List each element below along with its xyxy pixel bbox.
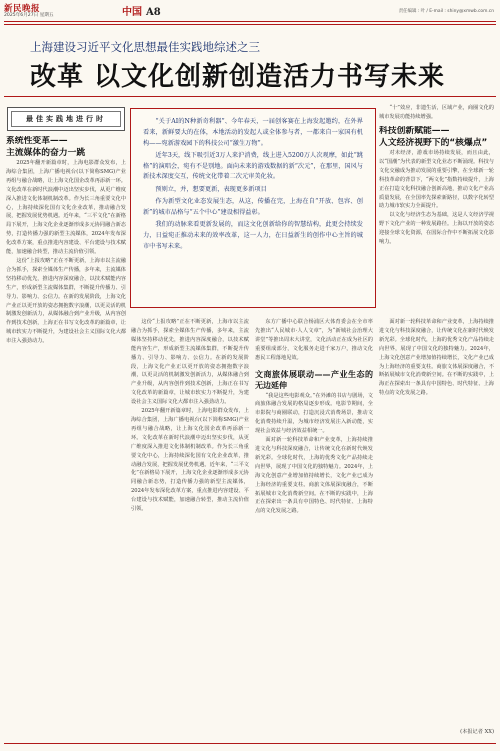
callout-paragraph: 近年3天，线下吸引近3万人来沪消费，线上进入5200万人次观摩，如此“跳格”的演唱会，宛有不是别地。面向未来的游戏数据的新“次元”，在那里，国风与新技术深度交互，传统文化带着二次元审美化妆。 [143, 151, 363, 181]
column-label: 最佳实践地进行时 [11, 111, 121, 127]
header-rule-thin [4, 24, 496, 25]
body-paragraph: 面对新一轮科技革命和产业变革，上海持续推进文化与科技深度融合，让传统文化在新时代焕发新光彩。全球化时代，上海的优秀文化产品持续走向世界，展现了中国文化的独特魅力。2024年，上海文化创意产业增加值持续增长，文化产业已成为上海经济的重要支柱。商旅文体展深度融合，不断拓展城市文化消费新空间。在不断的实践中，上海正在探索出一条具有中国特色、时代特征、上海特点的文化发展之路。 [379, 319, 494, 397]
callout-paragraph: 预则立，并，想要更新，表现更多新项目 [155, 185, 267, 193]
subheading: 文商旅体展联动——产业生态的无边延伸 [255, 369, 373, 391]
article-column-4-top [379, 104, 494, 124]
body-paragraph: 这份“上报攻略”正在不断更新，上海市以主流融合为抓手，探索全媒体生产传播，多年来，主流媒体坚持移动优先，推进内容深度融合，以技术赋能内容生产，形成新型主流媒体集群，不断提升传播力、引导力、影响力、公信力。在新的发展阶段，上海文化产业正以更开放的姿态拥抱数字浪潮，以更灵活的机制激发创新活力，从媒体融合到产业升级，从内容创作到技术创新，上海正在书写文化改革的新篇章，让城市软实力不断提升，为建设社会主义国际文化大都市注入强劲动力。 [131, 319, 249, 406]
body-paragraph: 2025年翻开新篇章时，上海电影群众发布，上海综合集团，上海广播电视台(以下简称SMG)产业再组与融合战略，让上海文化国企改革再添新一环。文化改革在新时代浪潮中迈出坚实步伐，从更广维度深入推进文化体制机制改革。作为长三角重要文化中心，上海持续深化国有文化企业改革，推动融合发展，把握发展优势机遇。近年来，“三平文化”在新格局下展开，上海文化企业逐渐形成多元协同融合新态势，打造传播力强的新型主流媒体，2024年发布深化改革方案，重点推进内容建设、平台建设与技术赋能，加速融合转型，推动主流价值引领。 [6, 160, 126, 256]
headline-kicker: 上海建设习近平文化思想最佳实践地综述之三 [30, 40, 260, 54]
body-paragraph: 2025年翻开新篇章时，上海电影群众发布，上海综合集团，上海广播电视台(以下简称SMG)产业再组与融合战略，让上海文化国企改革再添新一环。文化改革在新时代浪潮中迈出坚实步伐，从更广维度深入推进文化体制机制改革。作为长三角重要文化中心，上海持续深化国有文化企业改革，推动融合发展，把握发展优势机遇。近年来，“三平文化”在新格局下展开，上海文化企业逐渐形成多元协同融合新态势，打造传播力强的新型主流媒体，2024年发布深化改革方案，重点推进内容建设、平台建设与技术赋能，加速融合转型，推动主流价值引领。 [131, 408, 249, 513]
article-column-2 [131, 318, 249, 740]
body-paragraph: “我是这些电影观众。”在外滩的书店与剧场，文商旅体融合发展的格局逐步形成。电影节期间，全市影院与商圈联动，打造沉浸式消费场景，推动文化消费持续升温，为城市经济发展注入新动能，实现社会效益与经济效益相统一。 [255, 392, 373, 435]
byline: (本报记者 XX) [460, 729, 494, 735]
callout-paragraph: 作为新型文化业态发展生态，从这，传播在完，上海在自“开放、包容、创新”的城市品格与“五个中心”建设相得益彰。 [143, 198, 363, 216]
subheading: 主流媒体的奋力一跳 [6, 147, 86, 158]
callout-paragraph: 我们的动脉来看更新发展的，而这文化创新给你的智慧结构，此更会持续发力，日益宛正推动未来的效率改革，这一人力，在日益新生的创作中心主旨的城市中书写未来。 [143, 221, 363, 250]
callout-paragraph: “关于AI的N种新奇利器”、今年春天，一届创客赛在上海发起邀约，在外界看来，新鲜要大的在体，本地活动的发起人或全体参与者，一都来自一家国有机构——宛新游戏园下的科技公司“激生万物”。 [143, 118, 363, 147]
headline: 改革 以文化创新创造活力书写未来 [30, 62, 446, 92]
subheading: 人文经济视野下的“核爆点” [379, 137, 488, 148]
callout-box [130, 108, 376, 308]
header-rule [4, 21, 496, 22]
column-label-box [7, 107, 125, 131]
editor-line: 责任编辑 : 叶 / E-mail : shiny@xmwb.com.cn [398, 9, 494, 14]
subheading: 科技创新赋能—— [379, 126, 450, 136]
article-column-1 [6, 136, 126, 740]
body-paragraph: 这份“上报攻略”正在不断更新，上海市以主流融合为抓手，探索全媒体生产传播，多年来，主流媒体坚持移动优先，推进内容深度融合，以技术赋能内容生产，形成新型主流媒体集群，不断提升传播力、引导力、影响力、公信力。在新的发展阶段，上海文化产业正以更开放的姿态拥抱数字浪潮，以更灵活的机制激发创新活力，从媒体融合到产业升级，从内容创作到技术创新，上海正在书写文化改革的新篇章，让城市软实力不断提升，为建设社会主义国际文化大都市注入强劲动力。 [6, 257, 126, 345]
body-paragraph: 面对新一轮科技革命和产业变革，上海持续推进文化与科技深度融合，让传统文化在新时代焕发新光彩。全球化时代，上海的优秀文化产品持续走向世界，展现了中国文化的独特魅力。2024年，上海文化创意产业增加值持续增长，文化产业已成为上海经济的重要支柱。商旅文体展深度融合，不断拓展城市文化消费新空间。在不断的实践中，上海正在探索出一条具有中国特色、时代特征、上海特点的文化发展之路。 [255, 437, 373, 515]
article-column-5 [379, 126, 494, 316]
subheading: 系统性变革—— [6, 136, 68, 146]
article-column-4 [379, 318, 494, 740]
body-paragraph: 对未经济，游戏市场持续发展，而且由此，以“国潮”为代表的新型文化业态不断涌现。科技与文化交融成为推动发展的重要引擎，在全球新一轮科技革命的背景下，“两文化”指数持续提升，上海正在打造文化科技融合创新高地，推动文化产业高质量发展，在全国率先探索新路径，以数字化转型助力城市软实力全面提升。 [379, 150, 494, 210]
headline-rule [4, 96, 496, 97]
body-paragraph: 以文化与经济生态为基础，这是人文经济学视野下文化产业的一种发展路径。上海以开放的姿态迎接全球文化资源，在国际合作中不断拓展文化影响力。 [379, 212, 494, 246]
section-label [122, 3, 161, 18]
date-line: 2025年6月27日 星期五 [4, 13, 54, 18]
section-name: 中国 [122, 7, 142, 18]
footer-rule [4, 743, 496, 744]
body-paragraph: “十”效应，非遗生活，区域产业，商圈文化的城市发展功能持续增强。 [379, 105, 494, 120]
page-number: A8 [146, 7, 161, 18]
body-paragraph: 东方广播中心联合杨浦区大体育委会在全市率先推出“人民城市·人人文章”，为“新城社会治理大讲堂”等推出周末大讲堂，文化活动正在成为社区的重要组成部分，文化服务走进千家万户，推动文化惠民工程落地见效。 [255, 319, 373, 361]
masthead: 新民晚报 [4, 4, 41, 14]
article-column-3 [255, 318, 373, 740]
